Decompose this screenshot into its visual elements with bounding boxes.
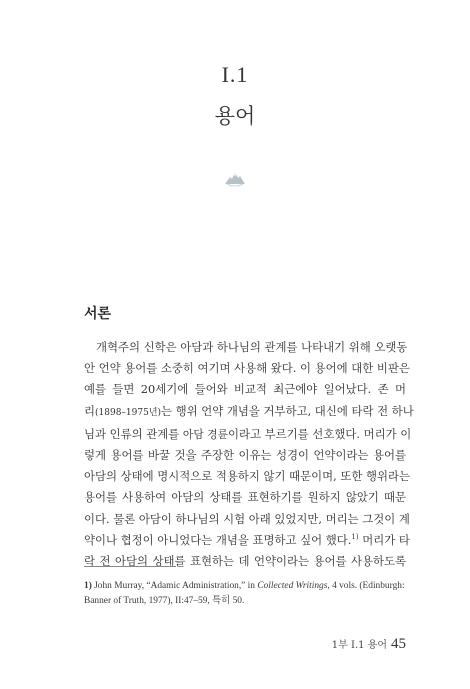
- snowy-mountain-icon: [224, 167, 246, 189]
- text-run: 약이나 협정이 아니었다는 개념을 표명하고 싶어 했다.: [84, 532, 352, 547]
- page-number: 45: [391, 636, 406, 652]
- lifespan-note: (1898–1975년): [95, 407, 162, 418]
- text-run: 님과 인류의 관계를: [84, 426, 183, 441]
- text-line: [84, 424, 412, 445]
- text-run: 이라고 부르기를 선호했다. 머리가 이: [228, 426, 412, 441]
- running-footer-label: 1부 I.1 용어: [331, 640, 387, 651]
- text-line: 렇게 용어를 바꿀 것을 주장한 이유는 성경이 언약이라는 용어를: [84, 448, 406, 463]
- footnote-number: 1): [84, 581, 92, 591]
- book-title: Collected Writings: [257, 581, 328, 591]
- footnote-text: , 4 vols. (Edinburgh:: [327, 581, 405, 591]
- text-line: [84, 401, 414, 424]
- text-line: [84, 530, 410, 551]
- footnote-ref[interactable]: 1): [351, 533, 359, 542]
- text-line: 아담의 상태에 명시적으로 적용하지 않기 때문이며, 또한 행위라는: [84, 469, 411, 484]
- text-line: 용어를 사용하여 아담의 상태를 표현하기를 원하지 않았기 때문: [84, 490, 406, 505]
- footnote-line: [84, 579, 406, 594]
- chapter-number: I.1: [221, 62, 249, 87]
- footnote-divider: [84, 566, 176, 567]
- text-run: 머리가 타: [358, 532, 410, 547]
- text-line: 안 언약 용어를 소중히 여기며 사용해 왔다. 이 용어에 대한 비판은: [84, 361, 410, 376]
- section-heading: 서론: [84, 306, 112, 322]
- emphasized-term: 아담 경륜: [182, 427, 229, 441]
- running-footer: [332, 636, 406, 653]
- footnote-line: Banner of Truth, 1977), II:47–59, 특히 50.: [84, 596, 245, 606]
- text-run: 는 행위 언약 개념을 거부하고, 대신에 타락 전 하나: [161, 403, 414, 418]
- footnote-text: John Murray, “Adamic Administration,” in: [91, 581, 258, 591]
- text-line: 개혁주의 신학은 아담과 하나님의 관계를 나타내기 위해 오랫동: [96, 340, 408, 354]
- text-line: 락 전 아담의 상태를 표현하는 데 언약이라는 용어를 사용하도록: [84, 554, 406, 569]
- text-run: 리: [84, 403, 96, 418]
- text-line: 이다. 물론 아담이 하나님의 시험 아래 있었지만, 머리는 그것이 계: [84, 511, 410, 526]
- body-paragraph: [84, 337, 414, 572]
- text-line: 예를 들면 20세기에 들어와 비교적 최근에야 일어났다. 존 머: [84, 382, 406, 397]
- footnote: [84, 579, 406, 609]
- chapter-title: 용어: [214, 104, 256, 128]
